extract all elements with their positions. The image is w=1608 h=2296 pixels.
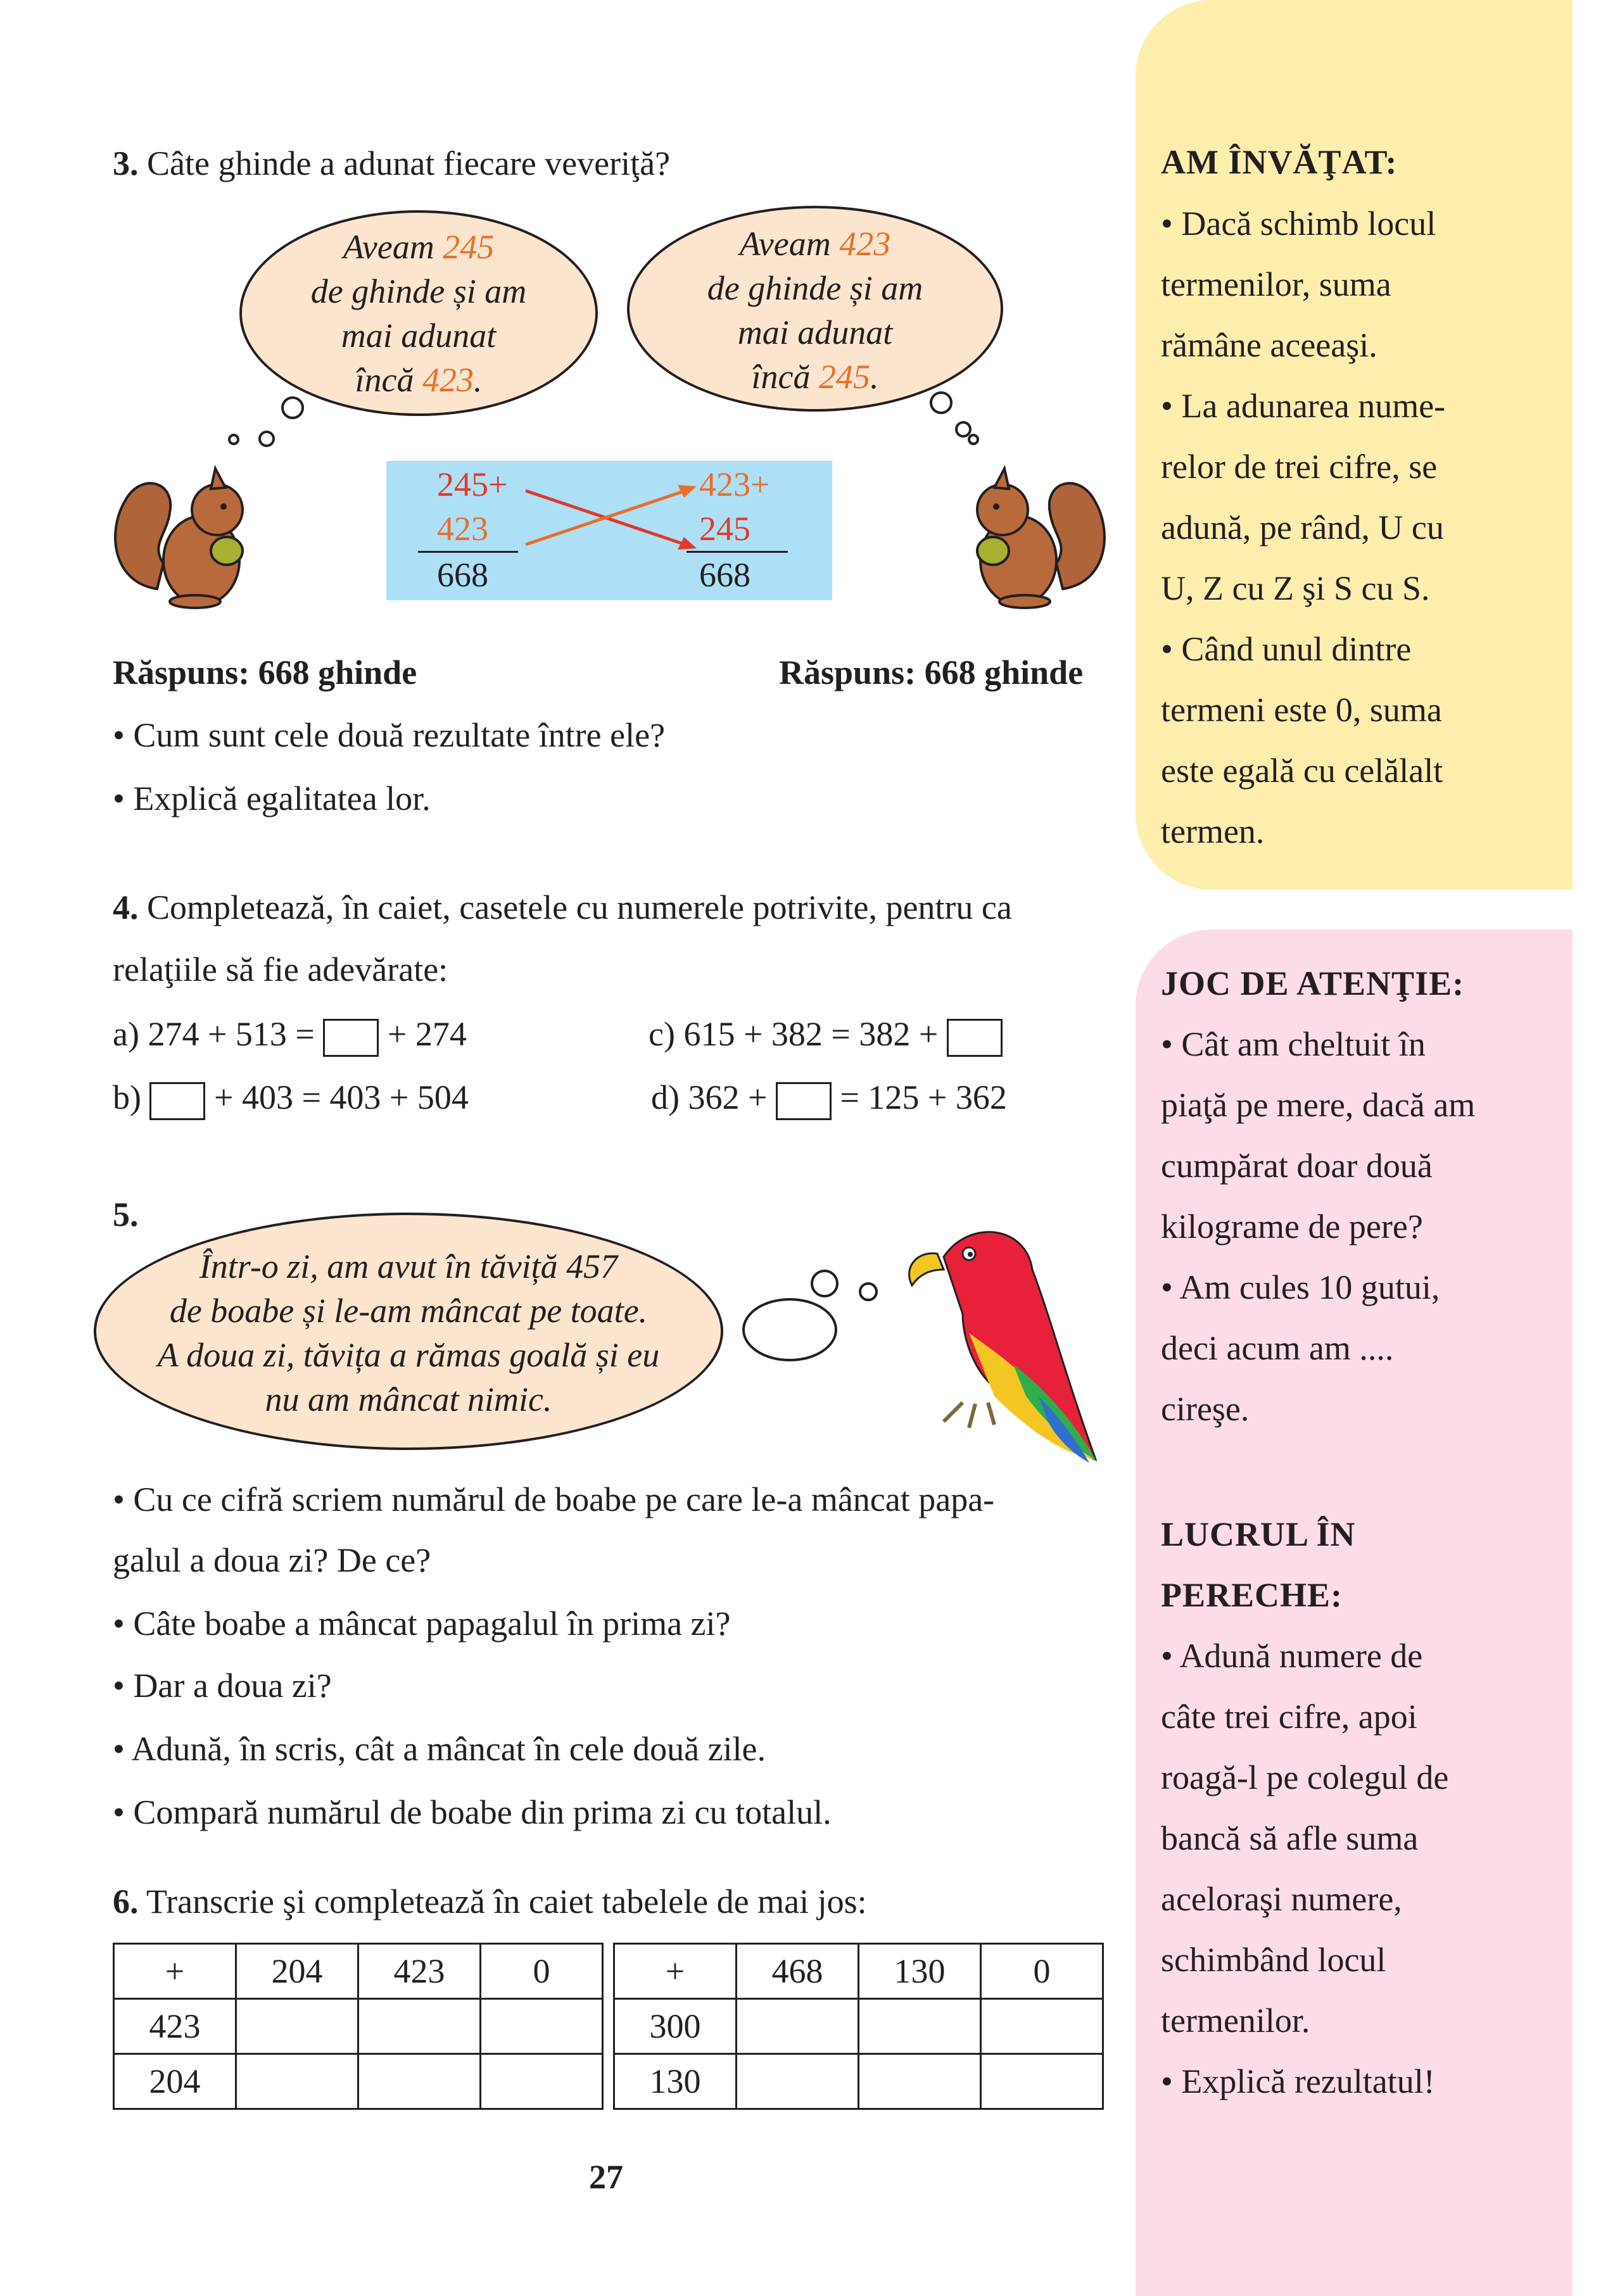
table-cell-empty: [481, 2054, 603, 2109]
exercise4-item-c: c) 615 + 382 = 382 +: [649, 1004, 1003, 1064]
sidebar-yellow-line: • Dacă schimb locul: [1161, 205, 1436, 243]
table-cell: 468: [737, 1944, 859, 1999]
table-cell-empty: [481, 1999, 603, 2054]
sidebar-pair-title: PERECHE:: [1161, 1576, 1343, 1614]
calc-left-term1: 245+: [437, 465, 508, 503]
exercise-number: 6.: [113, 1883, 139, 1921]
table-cell-empty: [358, 1999, 481, 2054]
sidebar-pink-line: • Am cules 10 gutui,: [1161, 1268, 1440, 1306]
thought-dot: [811, 1270, 839, 1297]
sidebar-pink-line: kilograme de pere?: [1161, 1208, 1423, 1246]
table-cell: 204: [236, 1944, 358, 1999]
table-cell: 0: [981, 1944, 1103, 1999]
table-cell: 300: [614, 1999, 737, 2054]
table-row: [114, 1999, 603, 2054]
exercise5-question: galul a doua zi? De ce?: [113, 1541, 431, 1579]
table-cell: +: [614, 1944, 737, 1999]
table-cell: 204: [114, 2054, 236, 2109]
table-cell: 130: [859, 1944, 981, 1999]
answer-box: [947, 1019, 1003, 1057]
sidebar-yellow-line: adună, pe rând, U cu: [1161, 508, 1444, 546]
table-2: [613, 1943, 1104, 2110]
calc-right-term1: 423+: [699, 465, 770, 503]
table-cell: 130: [614, 2054, 737, 2109]
sidebar-yellow-line: • Când unul dintre: [1161, 630, 1412, 668]
exercise5-question: • Adună, în scris, cât a mâncat în cele două zile.: [113, 1730, 766, 1768]
thought-bubble-left-text: Aveam 245 de ghinde și am mai adunat încă 423.: [310, 228, 527, 399]
table-cell-empty: [236, 1999, 358, 2054]
sidebar-pair-line: roagă-l pe colegul de: [1161, 1758, 1449, 1796]
exercise5-question: • Cu ce cifră scriem numărul de boabe pe care le-a mâncat papa-: [113, 1480, 995, 1518]
sidebar-pink-line: cumpărat doar două: [1161, 1147, 1433, 1185]
exercise4-item-a: a) 274 + 513 = + 274: [113, 1004, 467, 1064]
exercise-number: 4.: [113, 888, 139, 926]
table-cell: 0: [481, 1944, 603, 1999]
table-cell: 423: [358, 1944, 481, 1999]
sidebar-yellow-line: termenilor, suma: [1161, 265, 1391, 303]
thought-bubble-right-text: Aveam 423 de ghinde și am mai adunat încă 245.: [707, 225, 923, 396]
sidebar-pair-line: • Explică rezultatul!: [1161, 2062, 1435, 2100]
thought-dot: [930, 391, 953, 414]
sidebar-pair-line: • Adună numere de: [1161, 1637, 1423, 1675]
calc-left-term2: 423: [437, 510, 488, 548]
sidebar-pink-line: piaţă pe mere, dacă am: [1161, 1086, 1476, 1124]
thought-dot: [281, 396, 304, 419]
sidebar-pink-line: deci acum am ....: [1161, 1329, 1394, 1367]
exercise4-item-b: b) + 403 = 403 + 504: [113, 1067, 469, 1128]
table-row: [614, 1999, 1103, 2054]
calc-right: [699, 462, 788, 597]
answer-box: [149, 1082, 205, 1120]
exercise3-bullet: • Explică egalitatea lor.: [113, 779, 431, 817]
thought-dot: [228, 434, 239, 445]
sidebar-pair-line: bancă să afle suma: [1161, 1819, 1419, 1857]
thought-dot: [258, 431, 275, 447]
sidebar-pair-line: câte trei cifre, apoi: [1161, 1698, 1417, 1736]
table-cell-empty: [981, 1999, 1103, 2054]
table-header-row: [114, 1944, 603, 1999]
sidebar-pair-line: termenilor.: [1161, 2002, 1310, 2040]
table-1: [113, 1943, 604, 2110]
sidebar-yellow-title: AM ÎNVĂŢAT:: [1161, 143, 1398, 181]
exercise6-heading: 6. Transcrie şi completează în caiet tabelele de mai jos:: [113, 1883, 867, 1921]
thought-dot: [742, 1298, 837, 1361]
table-cell-empty: [358, 2054, 481, 2109]
exercise-number: 5.: [113, 1195, 139, 1233]
table-cell-empty: [981, 2054, 1103, 2109]
table-row: [614, 2054, 1103, 2109]
answer-right: Răspuns: 668 ghinde: [779, 653, 1084, 691]
answer-box: [776, 1082, 832, 1120]
sidebar-yellow-line: relor de trei cifre, se: [1161, 448, 1438, 486]
table-cell-empty: [737, 2054, 859, 2109]
calc-left: [437, 462, 518, 597]
sidebar-pink-line: cireşe.: [1161, 1390, 1250, 1428]
exercise-number: 3.: [113, 144, 139, 182]
exercise5-question: • Dar a doua zi?: [113, 1667, 332, 1705]
table-cell-empty: [859, 2054, 981, 2109]
sidebar-pink-title: JOC DE ATENŢIE:: [1161, 964, 1465, 1002]
sidebar-pink-line: • Cât am cheltuit în: [1161, 1025, 1426, 1063]
sidebar-yellow-line: termen.: [1161, 812, 1265, 850]
answer-left: Răspuns: 668 ghinde: [113, 653, 417, 691]
table-cell-empty: [236, 2054, 358, 2109]
exercise4-item-d: d) 362 + = 125 + 362: [651, 1067, 1007, 1128]
sidebar-pair-line: aceloraşi numere,: [1161, 1880, 1402, 1918]
page-number: 27: [589, 2158, 623, 2196]
sidebar-yellow-line: • La adunarea nume-: [1161, 387, 1446, 425]
exercise5-question: • Compară numărul de boabe din prima zi cu totalul.: [113, 1793, 832, 1831]
calc-right-term2: 245: [699, 510, 750, 548]
exercise5-question: • Câte boabe a mâncat papagalul în prima zi?: [113, 1605, 731, 1643]
calc-left-sum: 668: [418, 551, 518, 597]
sidebar-pair-title: LUCRUL ÎN: [1161, 1515, 1356, 1553]
sidebar-yellow-line: U, Z cu Z şi S cu S.: [1161, 569, 1430, 607]
table-cell: 423: [114, 1999, 236, 2054]
table-cell: +: [114, 1944, 236, 1999]
calc-right-sum: 668: [687, 551, 788, 597]
squirrel-right-illustration: [955, 456, 1113, 611]
squirrel-left-illustration: [106, 456, 265, 611]
exercise3-question: Câte ghinde a adunat fiecare veveriţă?: [147, 144, 671, 182]
sidebar-yellow-line: termeni este 0, suma: [1161, 691, 1442, 729]
sidebar-yellow-line: rămâne aceeaşi.: [1161, 326, 1377, 364]
answer-box: [323, 1019, 379, 1057]
table-cell-empty: [737, 1999, 859, 2054]
thought-dot: [968, 434, 979, 445]
parrot-illustration: [868, 1206, 1108, 1472]
exercise4-line1: 4. Completează, în caiet, casetele cu numerele potrivite, pentru ca: [113, 888, 1012, 926]
swap-arrows-icon: [519, 481, 703, 551]
exercise3-heading: [113, 133, 670, 194]
sidebar-yellow-line: este egală cu celălalt: [1161, 752, 1443, 790]
thought-bubble-parrot-text: Într-o zi, am avut în tăviță 457 de boabe și le-am mâncat pe toate. A doua zi, tăvița a rămas goală și eu nu am mâncat nimic.: [157, 1247, 660, 1418]
exercise3-bullet: • Cum sunt cele două rezultate între ele?: [113, 716, 666, 754]
exercise4-line2: relaţiile să fie adevărate:: [113, 950, 448, 988]
table-cell-empty: [859, 1999, 981, 2054]
sidebar-pair-line: schimbând locul: [1161, 1941, 1386, 1979]
table-header-row: [614, 1944, 1103, 1999]
table-row: [114, 2054, 603, 2109]
